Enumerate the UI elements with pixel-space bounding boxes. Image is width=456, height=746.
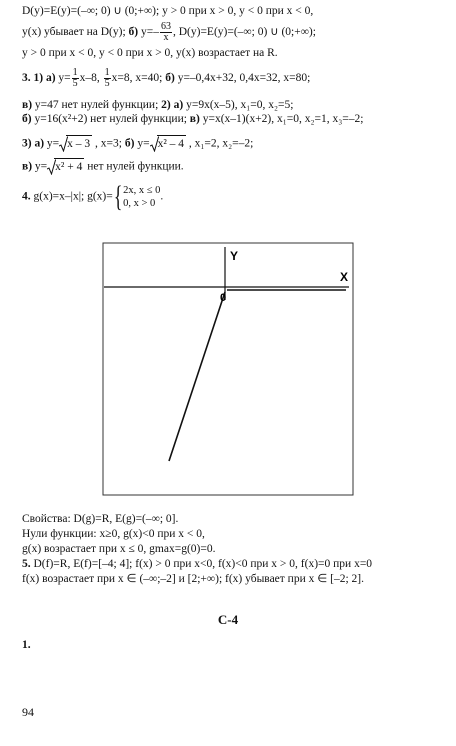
page-number: 94 — [22, 705, 34, 719]
text-line-7: 3) а) y= x – 3 , x=3; б) y= x² – 4 , x₁=2, x₂=–2; — [22, 135, 253, 152]
sqrt-x-minus-3: x – 3 — [59, 135, 92, 152]
graph-frame — [103, 243, 353, 495]
series-line-negative — [169, 292, 225, 461]
text-line-task5: 5. D(f)=R, E(f)=[–4; 4]; f(x) > 0 при x<0, f(x)<0 при x > 0, f(x)=0 при x=0 — [22, 558, 373, 570]
x-axis-label: X — [340, 270, 349, 284]
text-line-3: y > 0 при x < 0, y < 0 при x > 0, y(x) возрастает на R. — [22, 47, 278, 59]
properties-line-1: Свойства: D(g)=R, E(g)=(–∞; 0]. — [22, 513, 179, 525]
text-line-4: 3. 1) а) y= $\frac{1}{5}$ x–8, $\frac{1}{5}$ x=8, x=40; б) y=–0,4x+32, 0,4x=32, x=80; — [22, 67, 311, 89]
text-line-task5-2: f(x) возрастает при x ∈ (–∞;–2] и [2;+∞); f(x) убывает при x ∈ [–2; 2]. — [22, 573, 364, 585]
left-brace-icon: { — [113, 180, 123, 213]
origin-label: 0 — [220, 292, 227, 304]
y-axis-label: Y — [230, 249, 239, 263]
sqrt-x2-minus-4: x² – 4 — [150, 135, 186, 152]
fraction-one-fifth-2: $\frac{1}{5}$ — [104, 67, 110, 89]
text-line-9: 4. g(x)=x–|x|; g(x)={ 2x, x ≤ 0 0, x > 0 . — [22, 180, 164, 213]
properties-line-3: g(x) возрастает при x ≤ 0, gmax=g(0)=0. — [22, 543, 216, 555]
section-heading: С-4 — [217, 612, 239, 627]
text-line-8: в) y= x² + 4 нет нулей функции. — [22, 158, 184, 175]
sqrt-x2-plus-4: x² + 4 — [47, 158, 84, 175]
properties-line-2: Нули функции: x≥0, g(x)<0 при x < 0, — [22, 528, 205, 540]
text-line-6: б) y=16(x²+2) нет нулей функции; в) y=x(x–1)(x+2), x₁=0, x₂=1, x₃=–2; — [22, 113, 364, 125]
text-line-2: y(x) убывает на D(y); б) y=– $\frac{63}{x}$ , D(y)=E(y)=(–∞; 0) ∪ (0;+∞); — [22, 21, 316, 43]
text-line-1: D(y)=E(y)=(–∞; 0) ∪ (0;+∞); y > 0 при x > 0, y < 0 при x < 0, — [22, 5, 314, 17]
fraction-one-fifth: $\frac{1}{5}$ — [72, 67, 78, 89]
piecewise-cases: 2x, x ≤ 0 0, x > 0 — [123, 185, 161, 209]
item-number: 1. — [22, 639, 31, 651]
text-line-5: в) y=47 нет нулей функции; 2) а) y=9x(x–5), x₁=0, x₂=5; — [22, 99, 294, 111]
fraction-63-over-x: $\frac{63}{x}$ — [160, 21, 171, 43]
